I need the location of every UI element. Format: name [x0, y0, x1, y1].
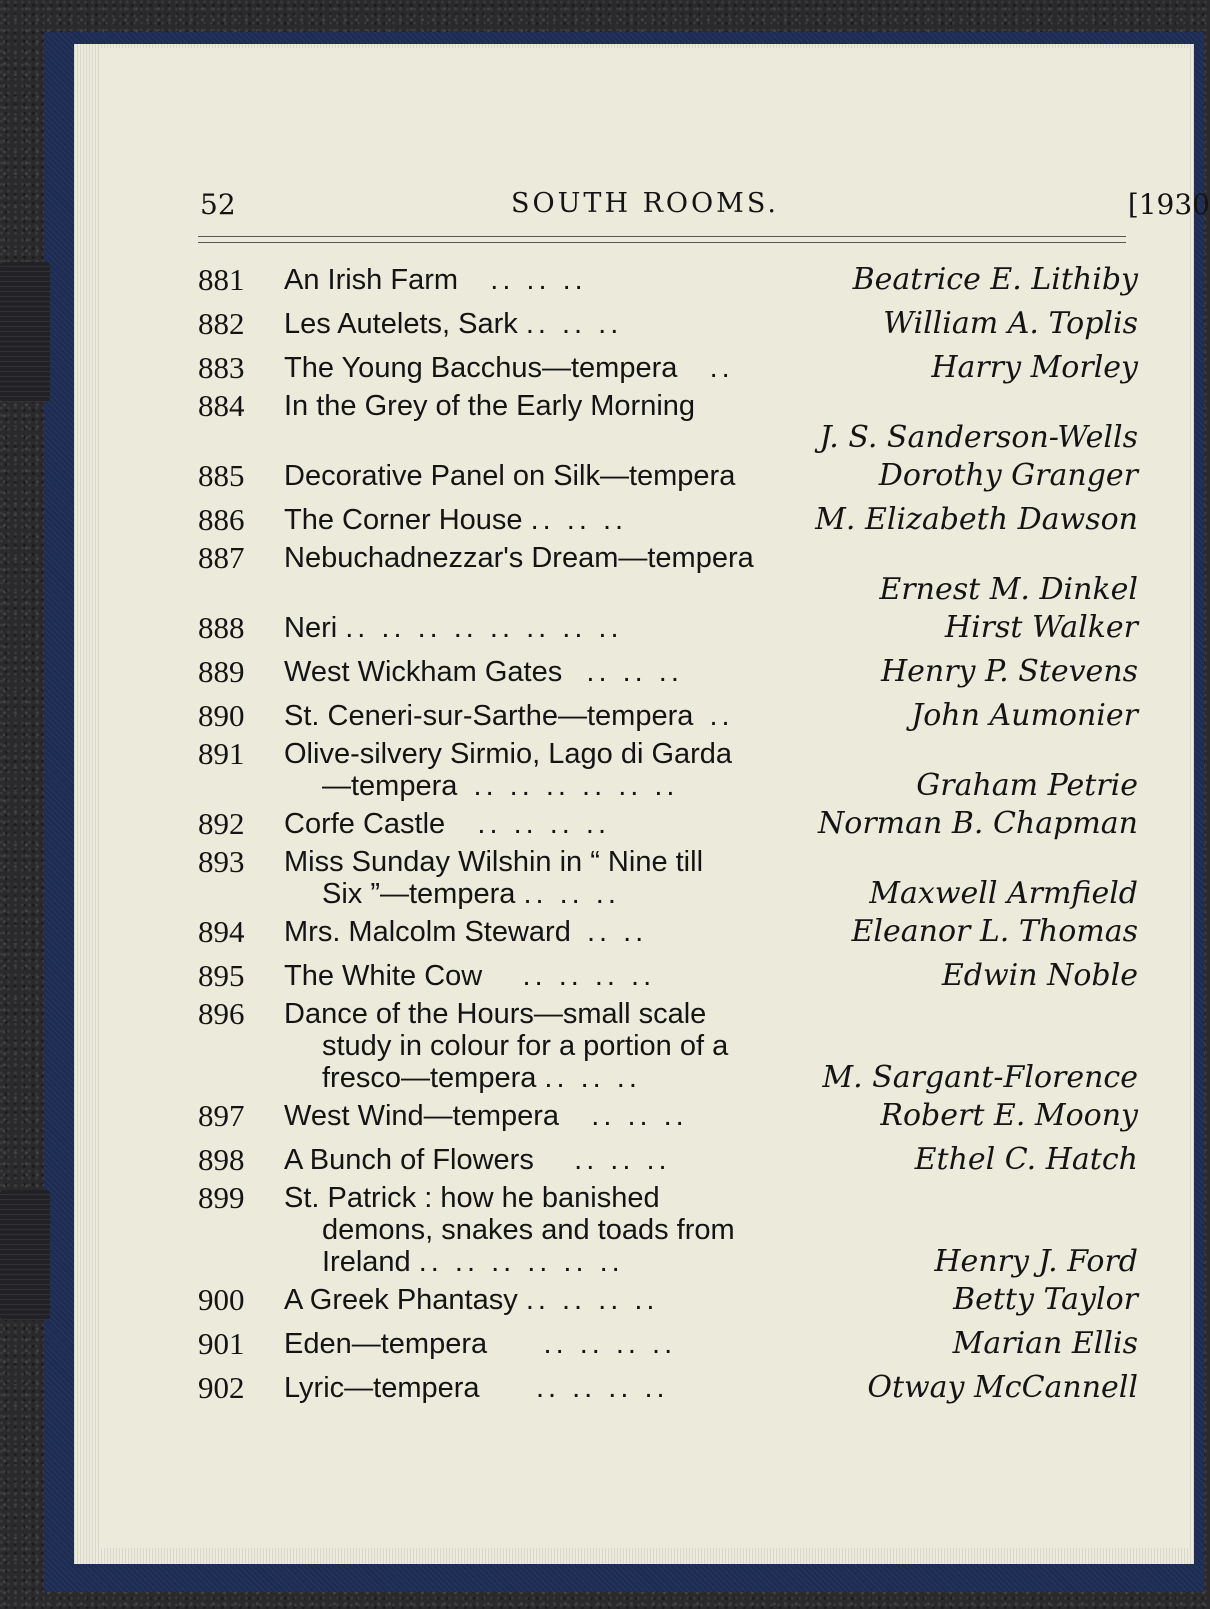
- entry-artist: Eleanor L. Thomas: [851, 914, 1138, 949]
- entry-title: Decorative Panel on Silk—tempera: [284, 460, 736, 492]
- entry-title: West Wind—tempera .. .. ..: [284, 1100, 688, 1132]
- leader-dots: .. .. ..: [490, 264, 587, 296]
- catalogue-entry: [198, 1138, 1138, 1182]
- bookmark-ribbon: [0, 262, 50, 402]
- catalogue-entry: [198, 998, 1138, 1094]
- entry-artist: M. Sargant-Florence: [822, 1060, 1138, 1095]
- entry-title: Miss Sunday Wilshin in “ Nine till: [284, 846, 704, 878]
- entry-artist: Marian Ellis: [952, 1326, 1138, 1361]
- entry-artist: Graham Petrie: [916, 768, 1138, 803]
- leader-dots: .. .. .. .. .. .. .. ..: [345, 612, 623, 644]
- entry-number: 881: [198, 262, 245, 297]
- entry-artist: M. Elizabeth Dawson: [815, 502, 1138, 537]
- entry-title: Corfe Castle .. .. .. ..: [284, 808, 611, 840]
- entry-title-continued: Six ”—tempera .. .. ..: [322, 878, 620, 910]
- entry-title: St. Patrick : how he banished: [284, 1182, 660, 1214]
- entry-artist: Beatrice E. Lithiby: [852, 262, 1138, 297]
- leader-dots: .. .. ..: [544, 1062, 641, 1094]
- section-title: SOUTH ROOMS.: [511, 188, 779, 219]
- entry-number: 890: [198, 698, 245, 733]
- entry-artist: John Aumonier: [911, 698, 1138, 733]
- entry-artist: William A. Toplis: [883, 306, 1138, 341]
- entry-artist: Harry Morley: [931, 350, 1138, 385]
- entry-number: 882: [198, 306, 245, 341]
- catalogue-entry: [198, 910, 1138, 954]
- leader-dots: .. .. ..: [530, 504, 628, 536]
- entry-artist: Robert E. Moony: [880, 1098, 1138, 1133]
- entry-title: The Corner House .. .. ..: [284, 504, 628, 536]
- entry-number: 899: [198, 1180, 245, 1215]
- entry-number: 897: [198, 1098, 245, 1133]
- entry-title: The White Cow .. .. .. ..: [284, 960, 656, 992]
- entry-number: 889: [198, 654, 245, 689]
- catalogue-entry: [198, 1278, 1138, 1322]
- leader-dots: .. .. .. ..: [522, 960, 656, 992]
- entry-number: 893: [198, 844, 245, 879]
- entry-title-continued: fresco—tempera .. .. ..: [322, 1062, 641, 1094]
- entry-number: 901: [198, 1326, 245, 1361]
- entry-artist: Betty Taylor: [953, 1282, 1138, 1317]
- leader-dots: .. .. ..: [525, 308, 623, 340]
- leader-dots: ..: [709, 352, 734, 384]
- entry-number: 898: [198, 1142, 245, 1177]
- entry-number: 885: [198, 458, 245, 493]
- catalogue-entry: [198, 650, 1138, 694]
- leader-dots: ..: [709, 700, 734, 732]
- page-number: 52: [200, 188, 236, 221]
- entry-title-continued: study in colour for a portion of a: [322, 1030, 729, 1062]
- entry-artist: Maxwell Armfield: [869, 876, 1138, 911]
- catalogue-entry: [198, 954, 1138, 998]
- leader-dots: .. .. ..: [574, 1144, 671, 1176]
- leader-dots: .. ..: [586, 916, 648, 948]
- catalogue-entry: [198, 606, 1138, 650]
- entry-artist: Henry P. Stevens: [880, 654, 1138, 689]
- entry-artist: Hirst Walker: [944, 610, 1138, 645]
- catalogue-entry: [198, 846, 1138, 910]
- entry-artist: Norman B. Chapman: [818, 806, 1138, 841]
- entry-title: West Wickham Gates .. .. ..: [284, 656, 683, 688]
- catalogue-entry: [198, 390, 1138, 454]
- catalogue-entry: [198, 258, 1138, 302]
- catalogue-entry: [198, 542, 1138, 606]
- leader-dots: .. .. .. .. .. ..: [418, 1246, 624, 1278]
- entry-title: Neri .. .. .. .. .. .. .. ..: [284, 612, 623, 644]
- entry-title: In the Grey of the Early Morning: [284, 390, 696, 422]
- entry-title: Olive-silvery Sirmio, Lago di Garda: [284, 738, 733, 770]
- entry-title: St. Ceneri-sur-Sarthe—tempera ..: [284, 700, 734, 732]
- entry-title: Mrs. Malcolm Steward .. ..: [284, 916, 648, 948]
- entry-number: 887: [198, 540, 245, 575]
- entry-number: 896: [198, 996, 245, 1031]
- entry-title: The Young Bacchus—tempera ..: [284, 352, 734, 384]
- catalogue-entry: [198, 1182, 1138, 1278]
- entry-artist: Ernest M. Dinkel: [879, 572, 1138, 607]
- catalogue-entry: [198, 498, 1138, 542]
- leader-dots: .. .. ..: [523, 878, 620, 910]
- page-header: [100, 188, 1210, 232]
- bookmark-ribbon: [0, 1190, 50, 1320]
- entry-title: Nebuchadnezzar's Dream—tempera: [284, 542, 754, 574]
- leader-dots: .. .. ..: [586, 656, 683, 688]
- entry-title-continued: Ireland .. .. .. .. .. ..: [322, 1246, 624, 1278]
- leader-dots: .. .. ..: [591, 1100, 688, 1132]
- leader-dots: .. .. .. ..: [535, 1372, 669, 1404]
- entry-title-continued: —tempera .. .. .. .. .. ..: [322, 770, 679, 802]
- entry-artist: Otway McCannell: [867, 1370, 1138, 1405]
- entry-list: [198, 258, 1138, 1410]
- leader-dots: .. .. .. .. .. ..: [473, 770, 679, 802]
- catalogue-entry: [198, 1322, 1138, 1366]
- entry-artist: J. S. Sanderson-Wells: [819, 420, 1138, 455]
- entry-title: A Bunch of Flowers .. .. ..: [284, 1144, 671, 1176]
- entry-title: Dance of the Hours—small scale: [284, 998, 707, 1030]
- catalogue-entry: [198, 1366, 1138, 1410]
- leader-dots: .. .. .. ..: [525, 1284, 659, 1316]
- entry-number: 895: [198, 958, 245, 993]
- entry-artist: Edwin Noble: [941, 958, 1138, 993]
- entry-number: 883: [198, 350, 245, 385]
- catalogue-entry: [198, 738, 1138, 802]
- catalogue-entry: [198, 454, 1138, 498]
- entry-number: 900: [198, 1282, 245, 1317]
- entry-artist: Ethel C. Hatch: [914, 1142, 1138, 1177]
- header-rule: [198, 242, 1126, 243]
- entry-title: Eden—tempera .. .. .. ..: [284, 1328, 677, 1360]
- entry-number: 884: [198, 388, 245, 423]
- catalogue-page: [100, 48, 1210, 1548]
- leader-dots: .. .. .. ..: [477, 808, 611, 840]
- catalogue-entry: [198, 346, 1138, 390]
- catalogue-entry: [198, 802, 1138, 846]
- entry-number: 891: [198, 736, 245, 771]
- entry-title: Les Autelets, Sark .. .. ..: [284, 308, 623, 340]
- entry-number: 894: [198, 914, 245, 949]
- year: [1930: [1127, 188, 1210, 221]
- catalogue-entry: [198, 1094, 1138, 1138]
- entry-title: Lyric—tempera .. .. .. ..: [284, 1372, 669, 1404]
- catalogue-entry: [198, 302, 1138, 346]
- entry-artist: Henry J. Ford: [934, 1244, 1138, 1279]
- entry-number: 886: [198, 502, 245, 537]
- catalogue-entry: [198, 694, 1138, 738]
- entry-title-continued: demons, snakes and toads from: [322, 1214, 735, 1246]
- entry-title: An Irish Farm .. .. ..: [284, 264, 587, 296]
- entry-title: A Greek Phantasy .. .. .. ..: [284, 1284, 659, 1316]
- entry-number: 888: [198, 610, 245, 645]
- entry-number: 892: [198, 806, 245, 841]
- entry-artist: Dorothy Granger: [878, 458, 1138, 493]
- header-rule: [198, 236, 1126, 237]
- entry-number: 902: [198, 1370, 245, 1405]
- leader-dots: .. .. .. ..: [543, 1328, 677, 1360]
